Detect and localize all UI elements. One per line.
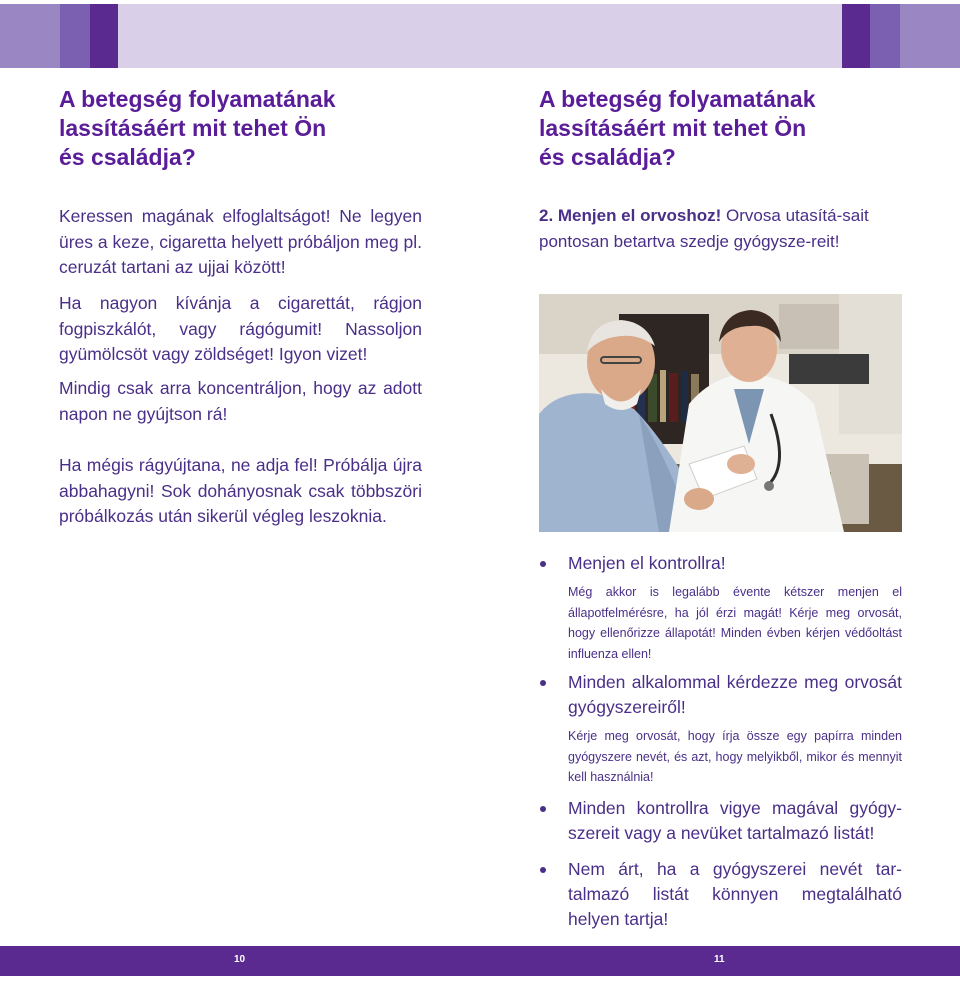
- left-page-title: A betegség folyamatának lassításáért mit tehet Ön és családja?: [59, 86, 336, 170]
- bullet-item: [540, 670, 902, 788]
- bullet-item: [540, 857, 902, 932]
- bullet-heading: Minden alkalommal kérdezze meg orvosát gyógyszereiről!: [568, 672, 902, 717]
- bullet-text: Kérje meg orvosát, hogy írja össze egy papírra minden gyógyszere nevét, és azt, hogy melyikből, mikor és mennyit kell használnia!: [568, 729, 902, 784]
- doctor-patient-photo: [539, 294, 902, 532]
- step-text: Orvosa utasítá-sait pontosan betartva szedje gyógysze-reit!: [539, 206, 869, 251]
- left-paragraph: Ha nagyon kívánja a cigarettát, rágjon fogpiszkálót, vagy rágógumit! Nassoljon gyümölcsöt vagy zöldséget! Igyon vizet!: [59, 293, 422, 364]
- bullet-dot: [540, 680, 546, 686]
- bullet-heading: Nem árt, ha a gyógyszerei nevét tar-talmazó listát könnyen megtalálható helyen tartja!: [568, 859, 902, 929]
- step-instruction: [539, 203, 903, 254]
- right-page-title: A betegség folyamatának lassításáért mit tehet Ön és családja?: [539, 86, 816, 170]
- left-paragraph: Keressen magának elfoglaltságot! Ne legyen üres a keze, cigaretta helyett próbáljon meg pl. ceruzát tartani az ujjai között!: [59, 206, 422, 277]
- bullet-item: [540, 796, 902, 846]
- header-accent-block: [900, 4, 960, 68]
- bullet-dot: [540, 867, 546, 873]
- page-number-right: 11: [714, 954, 725, 965]
- bullet-heading: Minden kontrollra vigye magával gyógy-szereit vagy a nevüket tartalmazó listát!: [568, 798, 902, 843]
- header-accent-block: [842, 4, 870, 68]
- bullet-heading: Menjen el kontrollra!: [568, 553, 726, 573]
- footer-band: [0, 946, 960, 976]
- step-heading: 2. Menjen el orvoshoz!: [539, 206, 722, 225]
- header-accent-block: [0, 4, 60, 68]
- bullet-dot: [540, 806, 546, 812]
- bullet-item: [540, 551, 902, 664]
- bullet-text: Még akkor is legalább évente kétszer menjen el állapotfelmérésre, ha jól érzi magát! Kérje meg orvosát, hogy ellenőrizze állapotát! Minden évben kérjen védőoltást influenza ellen!: [568, 585, 902, 661]
- bullet-dot: [540, 561, 546, 567]
- header-accent-block: [90, 4, 118, 68]
- header-band: [0, 4, 960, 68]
- header-accent-block: [60, 4, 90, 68]
- left-paragraph: Mindig csak arra koncentráljon, hogy az adott napon ne gyújtson rá!: [59, 378, 422, 424]
- header-accent-block: [870, 4, 900, 68]
- left-paragraph: Ha mégis rágyújtana, ne adja fel! Próbálja újra abbahagyni! Sok dohányosnak csak többszöri próbálkozás után sikerül végleg leszoknia.: [59, 455, 422, 526]
- page-number-left: 10: [234, 954, 246, 965]
